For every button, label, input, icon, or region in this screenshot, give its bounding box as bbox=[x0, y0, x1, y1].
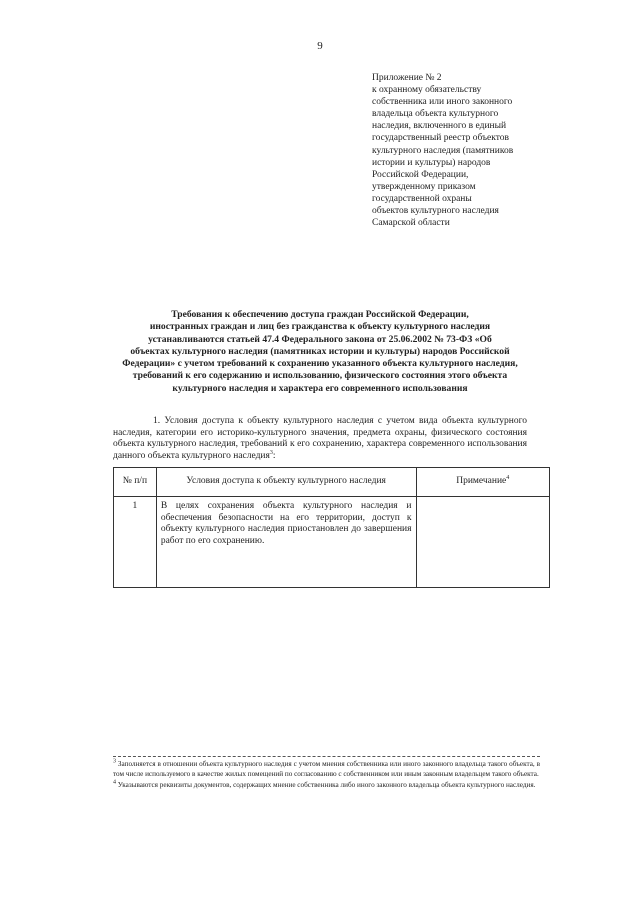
access-conditions-table bbox=[113, 467, 550, 588]
paragraph-trailing: : bbox=[272, 450, 276, 461]
appendix-line: истории и культуры) народов bbox=[372, 157, 491, 168]
footnote-text: Указываются реквизиты документов, содержащих мнение собственника либо иного законного владельца объекта культурного наследия. bbox=[117, 780, 536, 789]
table-header-row bbox=[114, 468, 550, 497]
footnote-divider bbox=[113, 756, 540, 757]
title-line: Федерации» с учетом требований к сохранению указанного объекта культурного наследия, bbox=[122, 358, 518, 370]
title-line: требований к его содержанию и использованию, физического состояния этого объекта bbox=[132, 370, 508, 382]
appendix-line: государственный реестр объектов bbox=[372, 133, 509, 144]
appendix-line: культурного наследия (памятников bbox=[372, 145, 514, 156]
title-line: объектах культурного наследия (памятниках истории и культуры) народов Российской bbox=[130, 345, 510, 357]
appendix-line: Российской Федерации, bbox=[372, 169, 469, 180]
title-line: Требования к обеспечению доступа граждан Российской Федерации, bbox=[171, 309, 469, 320]
appendix-line: собственника или иного законного bbox=[372, 97, 513, 108]
title-line: устанавливаются статьей 47.4 Федерального закона от 25.06.2002 № 73-ФЗ «Об bbox=[148, 333, 492, 345]
table-row bbox=[114, 497, 550, 588]
paragraph-text: 1. Условия доступа к объекту культурного наследия с учетом вида объекта культурного наследия, категории его историко-культурного значения, предмета охраны, физического состояния объекта культурного наследия, требований к его сохранению, характера современного использования данного объекта культурного наследия bbox=[113, 416, 527, 461]
footnote bbox=[113, 759, 540, 780]
footnote-number: 3 bbox=[113, 758, 116, 765]
appendix-line: государственной охраны bbox=[372, 193, 472, 204]
footnote-text: Заполняется в отношении объекта культурного наследия с учетом мнения собственника или иного законного владельца такого объекта, в том числе используемого в качестве жилых помещений по согласованию с собственником или иным законным владельцем такого объекта. bbox=[113, 760, 541, 779]
header-number: № п/п bbox=[114, 468, 157, 497]
header-note bbox=[416, 468, 550, 497]
header-conditions: Условия доступа к объекту культурного наследия bbox=[156, 468, 416, 497]
appendix-line: Самарской области bbox=[372, 218, 450, 229]
header-note-text: Примечание bbox=[456, 476, 507, 487]
cell-note bbox=[416, 497, 550, 588]
appendix-line: к охранному обязательству bbox=[372, 85, 482, 96]
footnote-ref: 4 bbox=[506, 475, 510, 482]
page-number: 9 bbox=[317, 40, 323, 52]
appendix-line: наследия, включенного в единый bbox=[372, 121, 507, 132]
appendix-line: объектов культурного наследия bbox=[372, 206, 499, 217]
footnote bbox=[113, 780, 540, 790]
cell-conditions: В целях сохранения объекта культурного наследия и обеспечения безопасности на его территории, доступ к объекту культурного наследия приостановлен до завершения работ по его сохранению. bbox=[156, 497, 416, 588]
footnotes bbox=[113, 756, 540, 790]
appendix-line: Приложение № 2 bbox=[372, 73, 442, 83]
cell-number: 1 bbox=[114, 497, 157, 588]
title-line: культурного наследия и характера его современного использования bbox=[172, 382, 468, 394]
footnote-number: 4 bbox=[113, 779, 116, 786]
appendix-line: утвержденному приказом bbox=[372, 181, 476, 192]
appendix-line: владельца объекта культурного bbox=[372, 109, 499, 120]
footnote-ref: 3 bbox=[269, 449, 273, 456]
title-line: иностранных граждан и лиц без гражданства к объекту культурного наследия bbox=[149, 321, 491, 333]
access-conditions-paragraph bbox=[113, 416, 527, 462]
document-title bbox=[100, 309, 540, 395]
appendix-header bbox=[372, 72, 572, 229]
